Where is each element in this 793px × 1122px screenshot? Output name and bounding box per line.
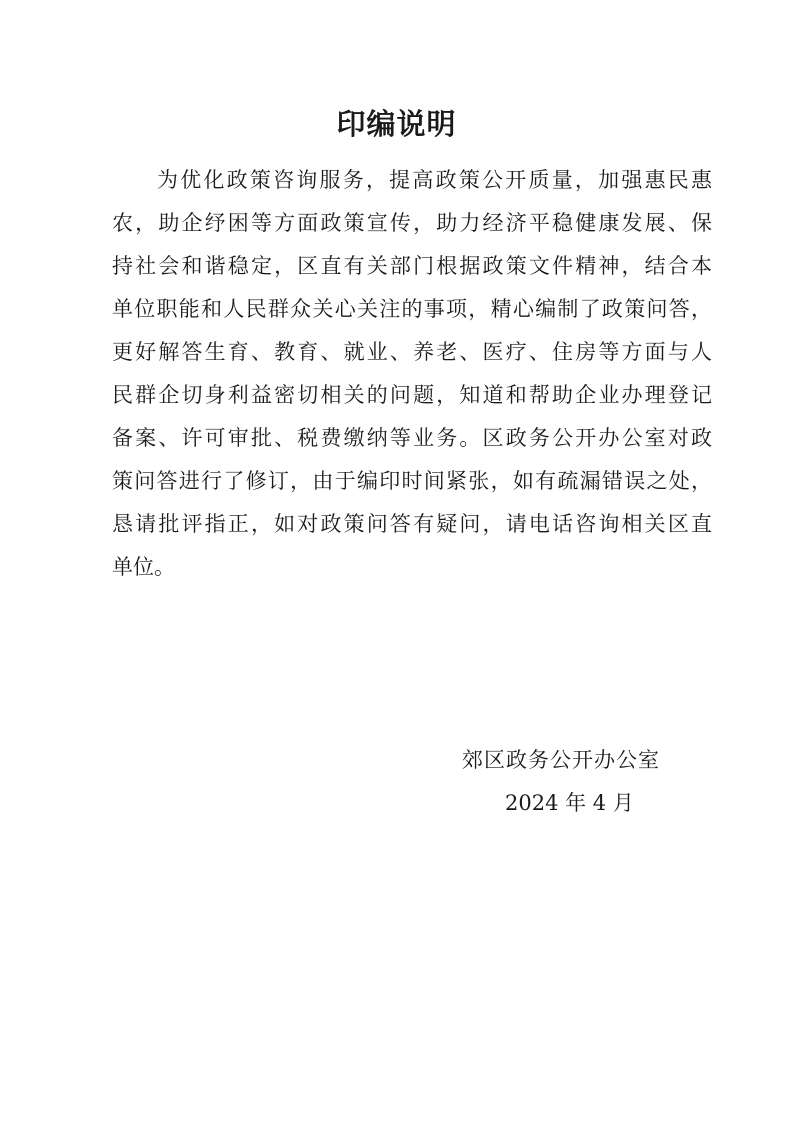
paragraph-line: 持社会和谐稳定，区直有关部门根据政策文件精神，结合本 bbox=[112, 254, 712, 278]
signature-date: 2024 年 4 月 bbox=[505, 791, 634, 815]
paragraph-line: 农，助企纾困等方面政策宣传，助力经济平稳健康发展、保 bbox=[112, 211, 712, 235]
paragraph-line: 民群企切身利益密切相关的问题，知道和帮助企业办理登记 bbox=[112, 383, 712, 407]
page-title: 印编说明 bbox=[336, 107, 457, 141]
paragraph-line: 单位职能和人民群众关心关注的事项，精心编制了政策问答， bbox=[112, 297, 712, 321]
paragraph-line: 单位。 bbox=[112, 555, 175, 579]
paragraph-line: 为优化政策咨询服务，提高政策公开质量，加强惠民惠 bbox=[157, 168, 712, 192]
paragraph-line: 备案、许可审批、税费缴纳等业务。区政务公开办公室对政 bbox=[112, 426, 712, 450]
paragraph-line: 策问答进行了修订，由于编印时间紧张，如有疏漏错误之处， bbox=[112, 469, 712, 493]
paragraph-line: 恳请批评指正，如对政策问答有疑问，请电话咨询相关区直 bbox=[112, 512, 712, 536]
signature-organization: 郊区政务公开办公室 bbox=[462, 748, 660, 772]
paragraph-line: 更好解答生育、教育、就业、养老、医疗、住房等方面与人 bbox=[112, 340, 712, 364]
